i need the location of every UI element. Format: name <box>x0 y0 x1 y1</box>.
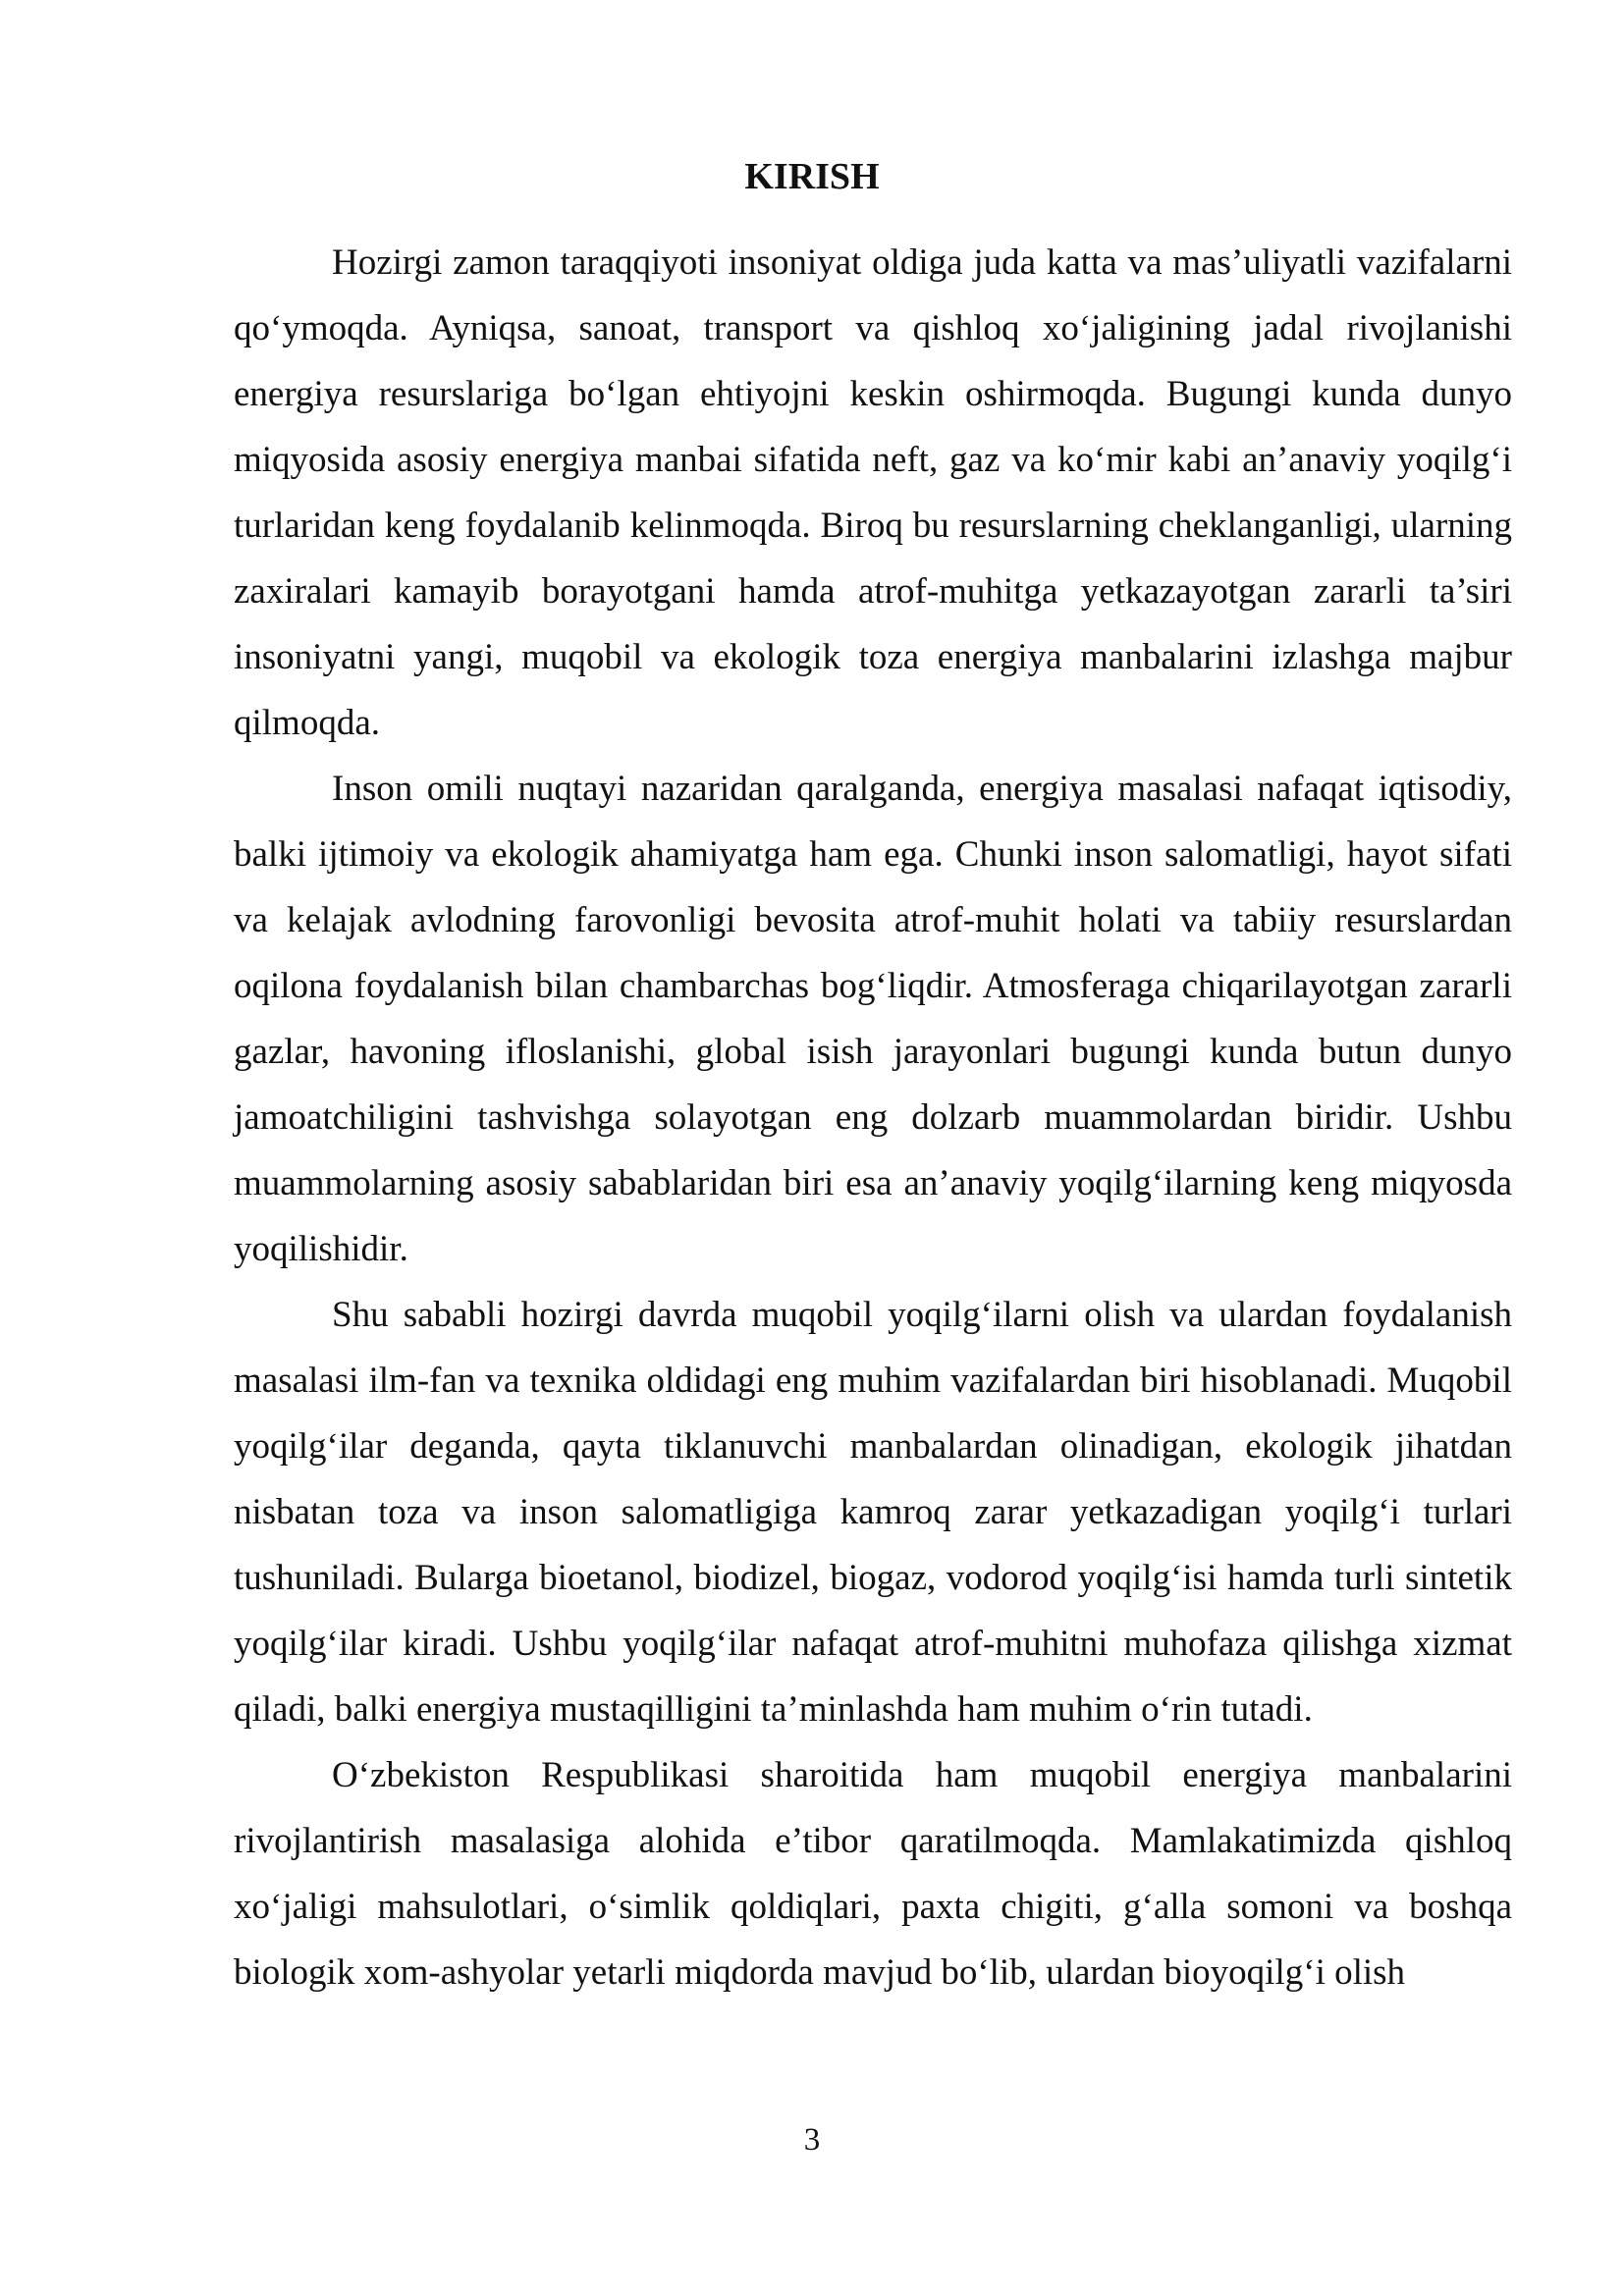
section-title: KIRISH <box>744 156 880 197</box>
page-number: 3 <box>803 2122 821 2158</box>
body-text <box>234 230 1512 2005</box>
paragraph-3: Shu sababli hozirgi davrda muqobil yoqilg‘ilarni olish va ulardan foydalanish masalasi ilm-fan va texnika oldidagi eng muhim vazifalardan biri hisoblanadi. Muqobil yoqilg‘ilar deganda, qayta tiklanuvchi manbalardan olinadigan, ekologik jihatdan nisbatan toza va inson salomatligiga kamroq zarar yetkazadigan yoqilg‘i turlari tushuniladi. Bularga bioetanol, biodizel, biogaz, vodorod yoqilg‘isi hamda turli sintetik yoqilg‘ilar kiradi. Ushbu yoqilg‘ilar nafaqat atrof-muhitni muhofaza qilishga xizmat qiladi, balki energiya mustaqilligini ta’minlashda ham muhim o‘rin tutadi. <box>234 1295 1512 1730</box>
paragraph-4: O‘zbekiston Respublikasi sharoitida ham muqobil energiya manbalarini rivojlantirish masalasiga alohida e’tibor qaratilmoqda. Mamlakatimizda qishloq xo‘jaligi mahsulotlari, o‘simlik qoldiqlari, paxta chigiti, g‘alla somoni va boshqa biologik xom-ashyolar yetarli miqdorda mavjud bo‘lib, ulardan bioyoqilg‘i olish <box>234 1755 1512 1993</box>
paragraph-1: Hozirgi zamon taraqqiyoti insoniyat oldiga juda katta va mas’uliyatli vazifalarni qo‘ymoqda. Ayniqsa, sanoat, transport va qishloq xo‘jaligining jadal rivojlanishi energiya resurslariga bo‘lgan ehtiyojni keskin oshirmoqda. Bugungi kunda dunyo miqyosida asosiy energiya manbai sifatida neft, gaz va ko‘mir kabi an’anaviy yoqilg‘i turlaridan keng foydalanib kelinmoqda. Biroq bu resurslarning cheklanganligi, ularning zaxiralari kamayib borayotgani hamda atrof-muhitga yetkazayotgan zararli ta’siri insoniyatni yangi, muqobil va ekologik toza energiya manbalarini izlashga majbur qilmoqda. <box>234 242 1512 743</box>
paragraph-2: Inson omili nuqtayi nazaridan qaralganda, energiya masalasi nafaqat iqtisodiy, balki ijtimoiy va ekologik ahamiyatga ham ega. Chunki inson salomatligi, hayot sifati va kelajak avlodning farovonligi bevosita atrof-muhit holati va tabiiy resurslardan oqilona foydalanish bilan chambarchas bog‘liqdir. Atmosferaga chiqarilayotgan zararli gazlar, havoning ifloslanishi, global isish jarayonlari bugungi kunda butun dunyo jamoatchiligini tashvishga solayotgan eng dolzarb muammolardan biridir. Ushbu muammolarning asosiy sabablaridan biri esa an’anaviy yoqilg‘ilarning keng miqyosda yoqilishidir. <box>234 769 1512 1269</box>
